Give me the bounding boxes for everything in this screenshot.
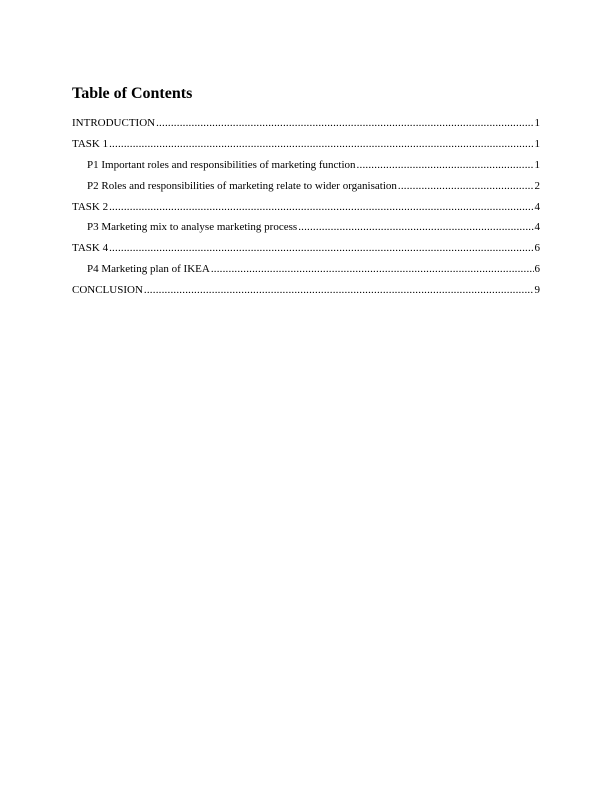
toc-entry-conclusion[interactable] — [72, 283, 540, 304]
toc-entry-page: 4 — [534, 200, 540, 213]
toc-dot-leader — [109, 200, 533, 214]
toc-entry-task-1[interactable] — [72, 137, 540, 158]
toc-entry-page: 1 — [534, 158, 540, 171]
toc-entry-p3[interactable] — [72, 220, 540, 241]
toc-dot-leader — [298, 220, 533, 234]
toc-dot-leader — [144, 283, 534, 297]
toc-list — [72, 116, 540, 304]
toc-entry-page: 4 — [534, 221, 540, 234]
toc-entry-label: TASK 2 — [72, 200, 109, 213]
toc-dot-leader — [156, 116, 533, 130]
toc-dot-leader — [398, 179, 534, 193]
toc-entry-label: P1 Important roles and responsibilities of marketing function — [87, 158, 356, 171]
toc-dot-leader — [109, 137, 533, 151]
toc-entry-page: 9 — [534, 284, 540, 297]
toc-entry-label: INTRODUCTION — [72, 117, 156, 129]
toc-entry-label: TASK 1 — [72, 137, 109, 150]
toc-entry-page: 2 — [534, 179, 540, 192]
toc-entry-page: 6 — [534, 242, 540, 255]
toc-entry-p4[interactable] — [72, 262, 540, 283]
toc-entry-page: 1 — [534, 137, 540, 150]
toc-entry-page: 6 — [534, 263, 540, 276]
toc-entry-p2[interactable] — [72, 179, 540, 200]
toc-entry-label: CONCLUSION — [72, 284, 143, 297]
toc-dot-leader — [109, 241, 533, 255]
toc-entry-label: P4 Marketing plan of IKEA — [87, 263, 210, 276]
toc-entry-task-2[interactable] — [72, 200, 540, 221]
toc-entry-task-4[interactable] — [72, 241, 540, 262]
toc-dot-leader — [357, 158, 534, 172]
toc-entry-label: TASK 4 — [72, 242, 109, 255]
toc-entry-label: P3 Marketing mix to analyse marketing process — [87, 221, 298, 234]
toc-title: Table of Contents — [72, 85, 193, 102]
toc-dot-leader — [211, 262, 534, 276]
toc-entry-introduction[interactable] — [72, 116, 540, 137]
toc-entry-label: P2 Roles and responsibilities of marketing relate to wider organisation — [87, 179, 397, 192]
toc-entry-p1[interactable] — [72, 158, 540, 179]
toc-entry-page: 1 — [534, 117, 540, 129]
